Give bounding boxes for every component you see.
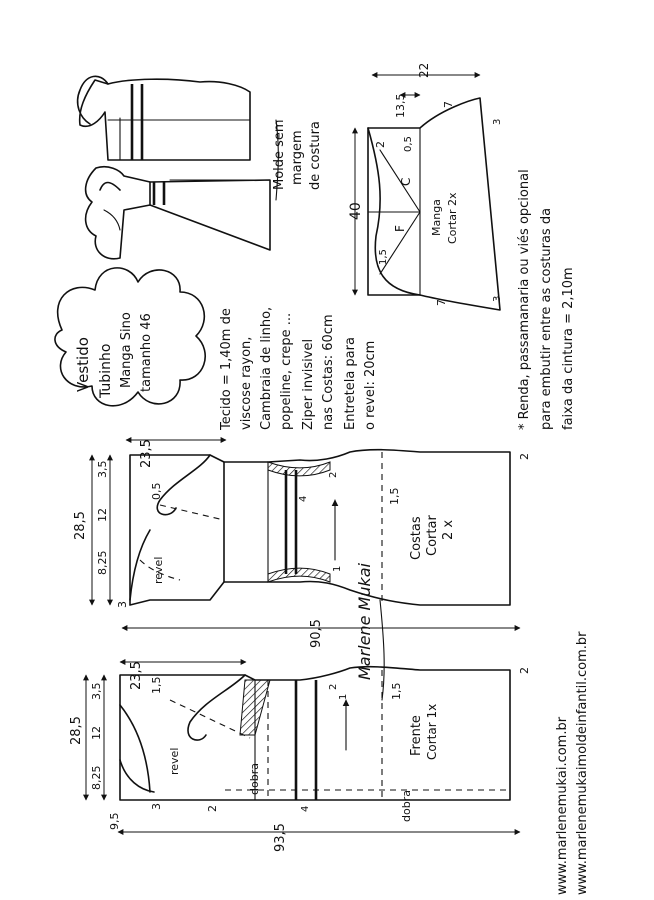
fabric-l1: Tecido = 1,40m de	[219, 308, 234, 430]
fabric-l6: nas Costas: 60cm	[321, 314, 336, 430]
signature-text: Marlene Mukai	[355, 562, 374, 680]
sleeve-f: F	[393, 225, 407, 232]
fabric-notes	[219, 307, 378, 431]
title-line3: Manga Sino	[119, 312, 134, 388]
sleeve-d7a: 7	[442, 101, 455, 108]
back-d12: 12	[96, 508, 109, 522]
front-d12: 12	[90, 726, 103, 740]
back-d285: 28,5	[73, 511, 88, 540]
note-l1: * Renda, passamanaria ou viés opcional	[517, 169, 532, 430]
back-d2b: 2	[518, 453, 531, 460]
mold-note-l2: margem	[290, 130, 305, 185]
fabric-l8: o revel: 20cm	[363, 340, 378, 430]
back-label1: Costas	[409, 516, 424, 560]
note-l2: para embutir entre as costuras da	[539, 207, 554, 430]
signature	[355, 562, 384, 700]
urls	[555, 631, 590, 895]
back-d35: 3,5	[96, 460, 109, 478]
lace-note	[517, 169, 576, 430]
sleeve-d05: 0,5	[403, 136, 414, 152]
back-d235: 23,5	[139, 439, 154, 468]
note-l3: faixa da cintura = 2,10m	[561, 267, 576, 430]
front-revel: revel	[168, 747, 181, 775]
back-label3: 2 x	[441, 519, 456, 540]
back-d1: 1	[332, 565, 343, 572]
sleeve-c: C	[399, 177, 413, 186]
back-pattern	[73, 439, 531, 648]
front-pattern	[69, 661, 531, 852]
fabric-l5: Ziper invisivel	[301, 338, 316, 430]
sleeve-d22: 22	[417, 62, 431, 78]
front-d95: 9,5	[108, 812, 121, 830]
back-d905: 90,5	[309, 619, 324, 648]
sleeve-d3a: 3	[492, 118, 503, 125]
front-fold-top: dobra	[248, 763, 261, 795]
mold-note-l1: Molde sem	[272, 119, 287, 190]
front-d935: 93,5	[273, 823, 288, 852]
sleeve-pattern	[348, 63, 503, 310]
title-line4: tamanho 46	[139, 313, 154, 392]
mold-note	[272, 119, 323, 200]
back-d05: 0,5	[150, 482, 163, 500]
fabric-l4: popeline, crepe ...	[279, 312, 294, 430]
back-d825: 8,25	[96, 550, 109, 575]
front-d285: 28,5	[69, 716, 84, 745]
back-d3: 3	[116, 601, 129, 608]
url-2: www.marlenemukaimoldeinfantil.com.br	[575, 631, 590, 895]
sleeve-d3b: 3	[492, 295, 503, 302]
front-d15: 1,5	[150, 676, 163, 694]
back-d15: 1,5	[388, 487, 401, 505]
front-d1: 1	[338, 693, 349, 700]
front-d825: 8,25	[90, 765, 103, 790]
sleeve-label1: Manga	[430, 199, 443, 236]
sleeve-d2: 2	[374, 141, 387, 148]
back-label2: Cortar	[425, 515, 440, 556]
url-1: www.marlenemukai.com.br	[555, 716, 570, 895]
sleeve-d135: 13,5	[394, 93, 407, 118]
front-d2: 2	[206, 805, 219, 812]
front-d235: 23,5	[129, 661, 144, 690]
sleeve-d40: 40	[348, 202, 364, 220]
front-d2c: 2	[518, 667, 531, 674]
back-revel: revel	[152, 556, 165, 584]
dress-sketch-back	[78, 76, 250, 160]
back-d4: 4	[298, 495, 309, 502]
back-d2a: 2	[328, 471, 339, 478]
title-line1: Vestido	[74, 337, 92, 392]
front-fold-bottom: dobra	[400, 790, 413, 822]
dress-sketch-front	[86, 167, 270, 259]
front-d3: 3	[150, 803, 163, 810]
front-d4: 4	[300, 805, 311, 812]
mold-note-l3: de costura	[308, 121, 323, 190]
sleeve-d7b: 7	[435, 299, 448, 306]
front-d15b: 1,5	[390, 682, 403, 700]
sleeve-label2: Cortar 2x	[446, 192, 459, 244]
fabric-l7: Entretela para	[343, 337, 358, 430]
title-cloud	[55, 268, 205, 406]
front-label1: Frente	[409, 715, 424, 756]
fabric-l3: Cambraia de linho,	[259, 306, 274, 430]
front-d2b: 2	[328, 683, 339, 690]
front-label2: Cortar 1x	[425, 703, 439, 760]
sleeve-d15: 1,5	[378, 249, 389, 265]
title-line2: Tubinho	[98, 343, 114, 398]
front-d35: 3,5	[90, 682, 103, 700]
fabric-l2: viscose rayon,	[239, 336, 254, 430]
